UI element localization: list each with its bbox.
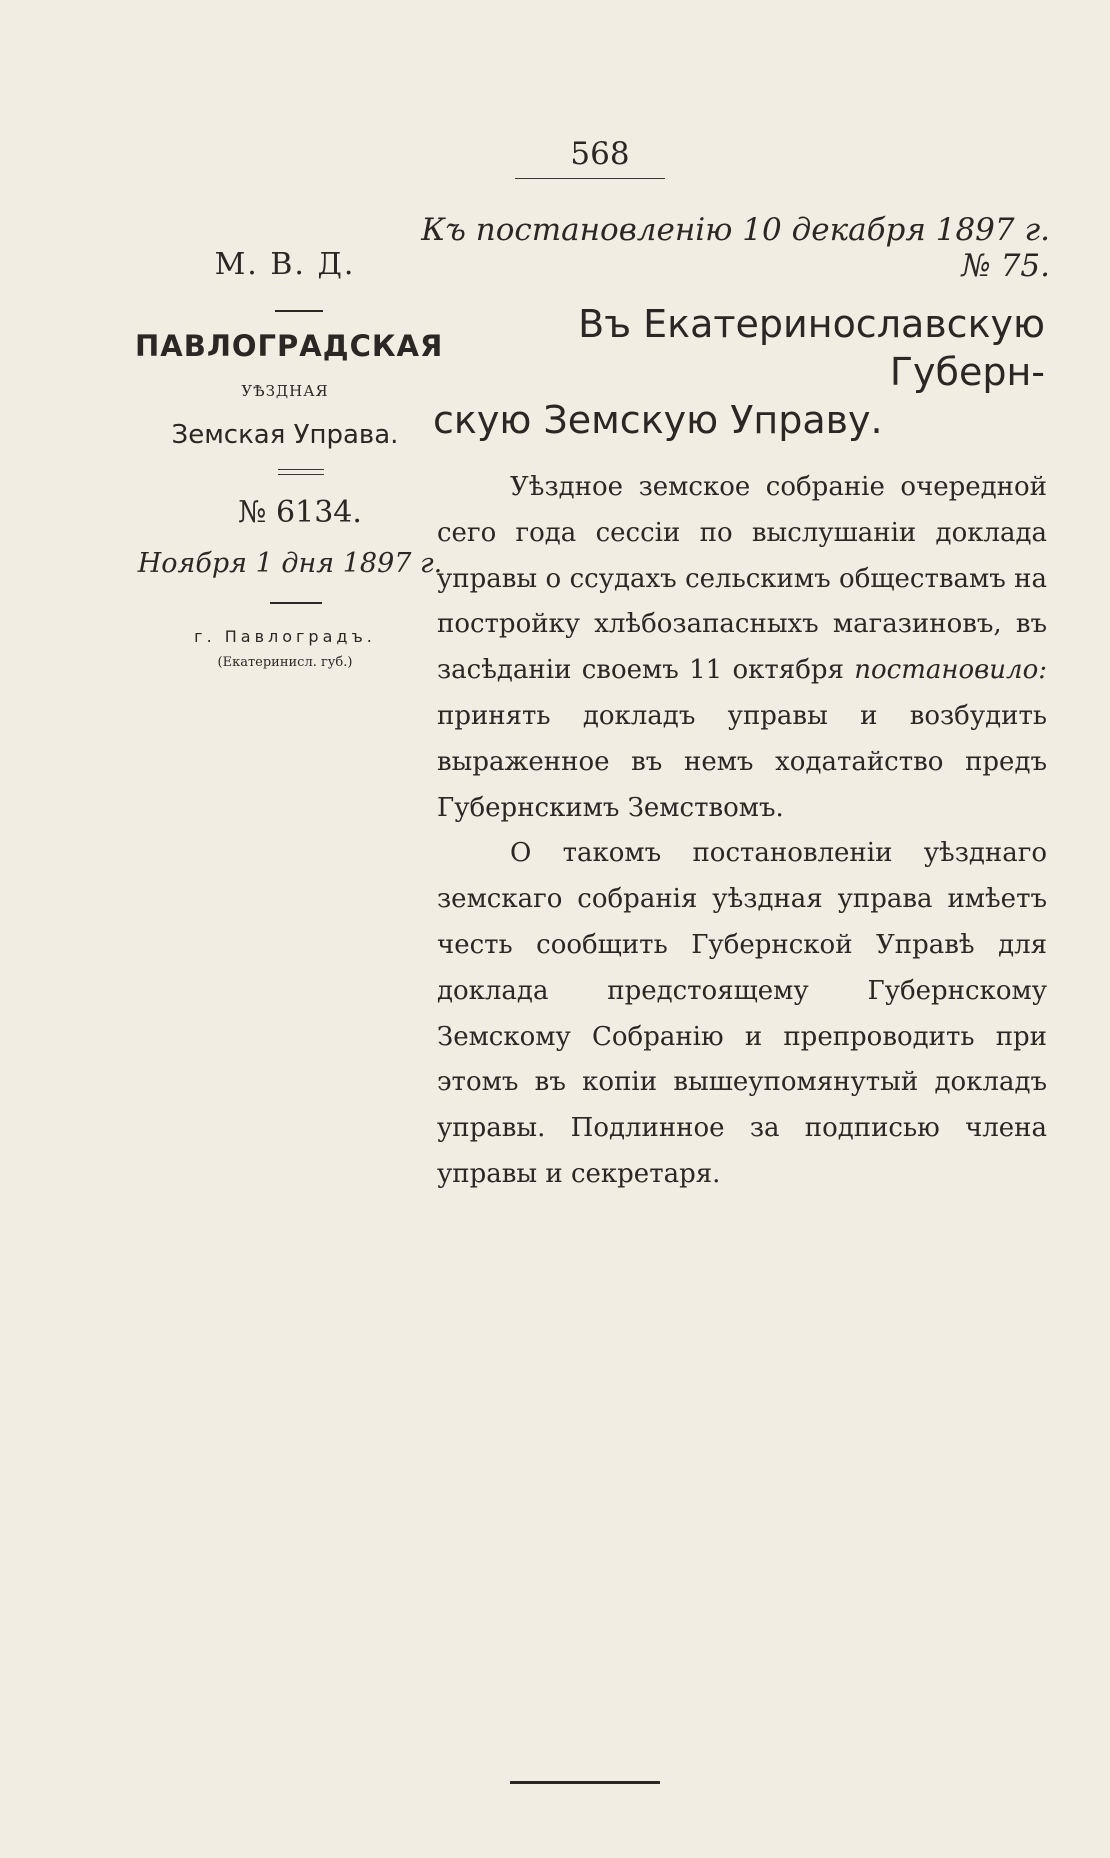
- institution-name: Земская Управа.: [171, 420, 399, 450]
- paragraph-2: О такомъ постановленіи уѣзднаго земскаго собранія уѣздная управа имѣетъ честь сообщить Губернской Управѣ для доклада предстоящему Губернскому Земскому Собранію и препроводить при этомъ въ копіи вышеупомянутый докладъ управы. Подлинное за подписью члена управы и секретаря.: [437, 838, 1047, 1189]
- city: г. Павлоградъ.: [194, 627, 376, 646]
- double-rule-bottom: [278, 474, 324, 475]
- document-number: № 6134.: [238, 495, 362, 530]
- emphasis-postanovilo: постановило:: [854, 655, 1047, 686]
- document-date: Ноября 1 дня 1897 г.: [137, 548, 443, 579]
- province: (Екатеринисл. губ.): [217, 655, 353, 670]
- reference-line: Къ постановленію 10 декабря 1897 г. № 75.: [421, 212, 1050, 284]
- double-rule-top: [278, 469, 324, 470]
- addressee-line-2: скую Земскую Управу.: [433, 398, 883, 442]
- page-number: 568: [570, 136, 630, 172]
- closing-rule: [510, 1781, 660, 1784]
- ministry-heading: М. В. Д.: [214, 247, 356, 282]
- uezd-name: ПАВЛОГРАДСКАЯ: [135, 329, 444, 363]
- heading-divider: [275, 310, 323, 312]
- page-number-rule: [515, 178, 665, 179]
- paragraph-1-start: Уѣздное земское собраніе очередной сего года сессіи по выслушаніи доклада управы о ссудахъ сельскимъ обществамъ на постройку хлѣбозапасныхъ магазиновъ, въ засѣданіи своемъ 11 октября: [437, 472, 1047, 686]
- addressee-line-1: Въ Екатеринославскую Губерн-: [578, 302, 1045, 394]
- uezd-type: УѢЗДНАЯ: [241, 382, 329, 400]
- sender-rule: [270, 602, 322, 604]
- paragraph-1-end: принять докладъ управы и возбудить выраженное въ немъ ходатайство предъ Губернскимъ Земствомъ.: [437, 700, 1047, 823]
- letter-body: [437, 465, 1047, 1198]
- addressee: [433, 300, 1045, 444]
- paragraph-1: [437, 465, 1047, 831]
